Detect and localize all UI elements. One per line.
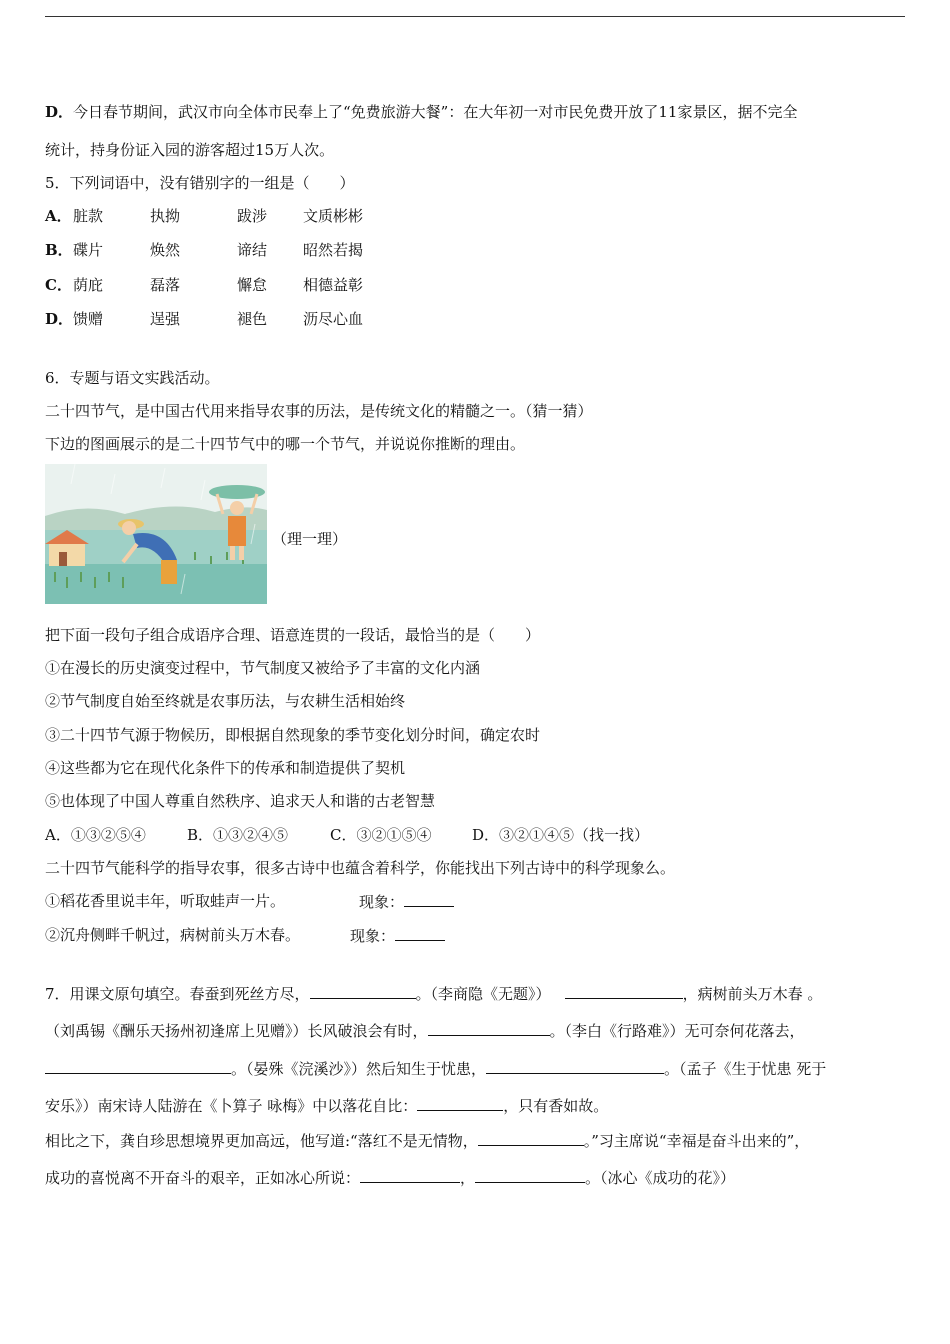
q7-line-6	[45, 1167, 735, 1188]
word: 执拗	[150, 207, 181, 225]
phenomenon-label: 现象：	[350, 927, 396, 945]
phenomenon-label: 现象：	[359, 893, 405, 911]
q7-text: 安乐》）南宋诗人陆游在《卜算子 咏梅》中以落花自比：	[45, 1097, 418, 1115]
word: 文质彬彬	[303, 207, 364, 225]
q6-stem: 6．专题与语文实践活动。	[45, 369, 220, 387]
word: 逞强	[150, 310, 181, 328]
word: 碟片	[73, 241, 104, 259]
q7-text: 7．用课文原句填空。春蚕到死丝方尽，	[45, 985, 310, 1003]
answer-blank[interactable]	[565, 983, 683, 999]
option-label: D．	[45, 103, 74, 121]
q5-option-c[interactable]	[45, 275, 363, 295]
q5-option-d[interactable]	[45, 309, 363, 329]
header-rule	[45, 16, 905, 17]
word: 跋涉	[237, 207, 268, 225]
q7-text: 相比之下，龚自珍思想境界更加高远，他写道:“落红不是无情物，	[45, 1132, 478, 1150]
q6-choice-c[interactable]: C．③②①⑤④	[330, 826, 432, 844]
q7-text: 。（李白《行路难》）无可奈何花落去，	[549, 1022, 805, 1040]
word: 磊落	[150, 276, 181, 294]
q7-text: （刘禹锡《酬乐天扬州初逢席上见赠》）长风破浪会有时，	[45, 1022, 428, 1040]
q6-choice-d[interactable]: D．③②①④⑤（找一找）	[472, 826, 650, 844]
word: 相德益彰	[303, 276, 364, 294]
q7-line-1	[45, 983, 822, 1004]
answer-blank[interactable]	[428, 1020, 550, 1036]
word: 脏款	[73, 207, 104, 225]
q7-text: ，只有香如故。	[503, 1097, 609, 1115]
q5-option-b[interactable]	[45, 240, 363, 260]
q6-phenomenon-2	[350, 925, 445, 946]
q7-line-4	[45, 1095, 608, 1116]
word: 褪色	[237, 310, 268, 328]
q7-text: 。（晏殊《浣溪沙》）然后知生于忧患，	[231, 1060, 487, 1078]
q6-sentence-2: ②节气制度自始至终就是农事历法，与农耕生活相始终	[45, 692, 406, 710]
option-label: A．	[45, 207, 72, 225]
word: 昭然若揭	[303, 241, 364, 259]
q6-sentence-4: ④这些都为它在现代化条件下的传承和制造提供了契机	[45, 759, 406, 777]
word: 焕然	[150, 241, 181, 259]
option-label: C．	[45, 276, 72, 294]
word: 懈怠	[237, 276, 268, 294]
q7-text: 。”习主席说“幸福是奋斗出来的”，	[583, 1132, 810, 1150]
option-label: B．	[45, 241, 73, 259]
option-label: D．	[45, 310, 74, 328]
word: 荫庇	[73, 276, 104, 294]
q4-option-d-text: 今日春节期间，武汉市向全体市民奉上了“免费旅游大餐”：在大年初一对市民免费开放了11家景区，据不完全	[73, 103, 798, 121]
q6-picture-prompt: 下边的图画展示的是二十四节气中的哪一个节气，并说说你推断的理由。	[45, 435, 526, 453]
word: 谛结	[237, 241, 268, 259]
q6-phenomenon-1	[359, 891, 454, 912]
q7-text: 。（孟子《生于忧患 死于	[664, 1060, 827, 1078]
answer-blank[interactable]	[417, 1095, 503, 1111]
word: 沥尽心血	[303, 310, 364, 328]
q6-sentence-1: ①在漫长的历史演变过程中，节气制度又被给予了丰富的文化内涵	[45, 659, 481, 677]
q7-text: ，病树前头万木春 。	[682, 985, 823, 1003]
answer-blank[interactable]	[395, 925, 445, 941]
q6-science-stem: 二十四节气能科学的指导农事，很多古诗中也蕴含着科学，你能找出下列古诗中的科学现象么。	[45, 859, 676, 877]
answer-blank[interactable]	[404, 891, 454, 907]
q6-choice-a[interactable]: A．①③②⑤④	[45, 826, 146, 844]
q7-text: 。（李商隐《无题》）	[415, 985, 551, 1003]
q7-text: 成功的喜悦离不开奋斗的艰辛，正如冰心所说：	[45, 1169, 361, 1187]
q6-order-stem: 把下面一段句子组合成语序合理、语意连贯的一段话，最恰当的是（ ）	[45, 626, 541, 644]
q6-poem-2: ②沉舟侧畔千帆过，病树前头万木春。	[45, 926, 301, 944]
q7-line-5	[45, 1130, 809, 1151]
q4-option-d-line1	[45, 102, 797, 122]
answer-blank[interactable]	[360, 1167, 460, 1183]
answer-blank[interactable]	[478, 1130, 584, 1146]
q6-choice-b[interactable]: B．①③②④⑤	[187, 826, 289, 844]
answer-blank[interactable]	[45, 1058, 231, 1074]
solar-term-illustration	[45, 464, 267, 604]
answer-blank[interactable]	[486, 1058, 664, 1074]
q5-option-a[interactable]	[45, 206, 363, 226]
q6-sentence-5: ⑤也体现了中国人尊重自然秩序、追求天人和谐的古老智慧	[45, 792, 436, 810]
q6-sentence-3: ③二十四节气源于物候历，即根据自然现象的季节变化划分时间，确定农时	[45, 726, 541, 744]
q6-tidy-label: （理一理）	[272, 530, 348, 548]
answer-blank[interactable]	[475, 1167, 585, 1183]
q4-option-d-line2: 统计，持身份证入园的游客超过15万人次。	[45, 141, 335, 159]
q7-text: ，	[460, 1169, 476, 1187]
q7-line-2	[45, 1020, 805, 1041]
q7-line-3	[45, 1058, 826, 1079]
q6-intro: 二十四节气，是中国古代用来指导农事的历法，是传统文化的精髓之一。（猜一猜）	[45, 402, 593, 420]
answer-blank[interactable]	[310, 983, 416, 999]
q5-stem: 5．下列词语中，没有错别字的一组是（ ）	[45, 174, 355, 192]
q6-poem-1: ①稻花香里说丰年，听取蛙声一片。	[45, 892, 286, 910]
q7-text: 。（冰心《成功的花》）	[585, 1169, 736, 1187]
word: 馈赠	[73, 310, 104, 328]
